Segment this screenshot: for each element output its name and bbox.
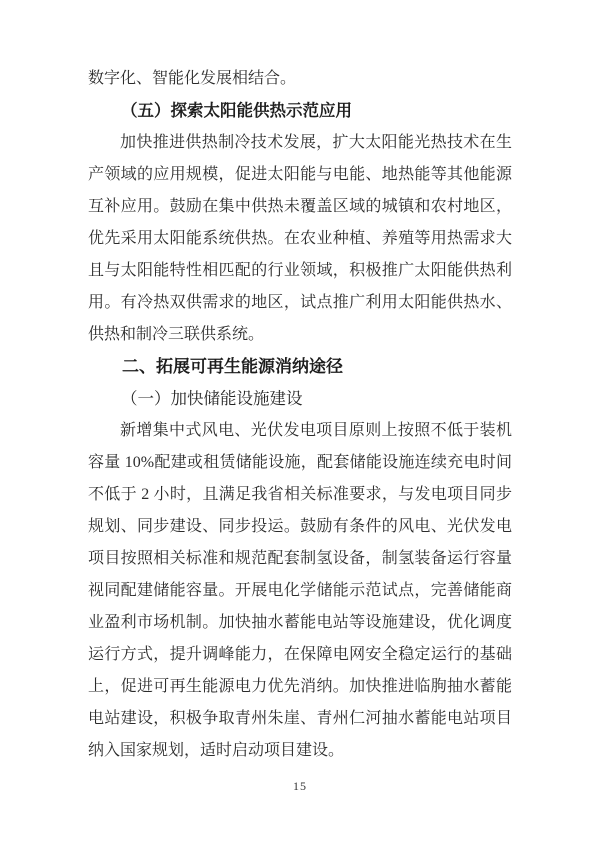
text-line: 纳入国家规划，适时启动项目建设。: [88, 742, 345, 759]
page-number: 15: [293, 779, 307, 793]
text-line: 新增集中式风电、光伏发电项目原则上按照不低于装机: [120, 422, 512, 439]
text-line: 二、拓展可再生能源消纳途径: [122, 357, 343, 376]
text-line: 视同配建储能容量。开展电化学储能示范试点，完善储能商: [88, 582, 512, 599]
document-body: [88, 63, 512, 767]
text-line: 不低于 2 小时，且满足我省相关标准要求，与发电项目同步: [88, 486, 512, 503]
text-line: 容量 10%配建或租赁储能设施，配套储能设施连续充电时间: [88, 454, 512, 471]
text-line: （一）加快储能设施建设: [121, 389, 303, 408]
text-line: 项目按照相关标准和规范配套制氢设备，制氢装备运行容量: [88, 550, 512, 567]
text-line: 互补应用。鼓励在集中供热未覆盖区域的城镇和农村地区，: [88, 198, 512, 215]
text-line: （五）探索太阳能供热示范应用: [121, 101, 352, 120]
text-line: 用。有冷热双供需求的地区，试点推广利用太阳能供热水、: [88, 294, 512, 311]
text-line: 产领域的应用规模，促进太阳能与电能、地热能等其他能源: [88, 166, 512, 183]
text-line: 电站建设，积极争取青州朱崖、青州仁河抽水蓄能电站项目: [88, 710, 512, 727]
text-line: 加快推进供热制冷技术发展，扩大太阳能光热技术在生: [120, 134, 512, 151]
text-line: 优先采用太阳能系统供热。在农业种植、养殖等用热需求大: [88, 230, 512, 247]
text-line: 供热和制冷三联供系统。: [88, 326, 265, 343]
text-line: 数字化、智能化发展相结合。: [88, 70, 297, 87]
text-line: 且与太阳能特性相匹配的行业领域，积极推广太阳能供热利: [88, 262, 512, 279]
text-line: 规划、同步建设、同步投运。鼓励有条件的风电、光伏发电: [88, 518, 512, 535]
text-line: 上，促进可再生能源电力优先消纳。加快推进临朐抽水蓄能: [88, 678, 512, 695]
text-line: 业盈利市场机制。加快抽水蓄能电站等设施建设，优化调度: [88, 614, 512, 631]
text-line: 运行方式，提升调峰能力，在保障电网安全稳定运行的基础: [88, 646, 512, 663]
